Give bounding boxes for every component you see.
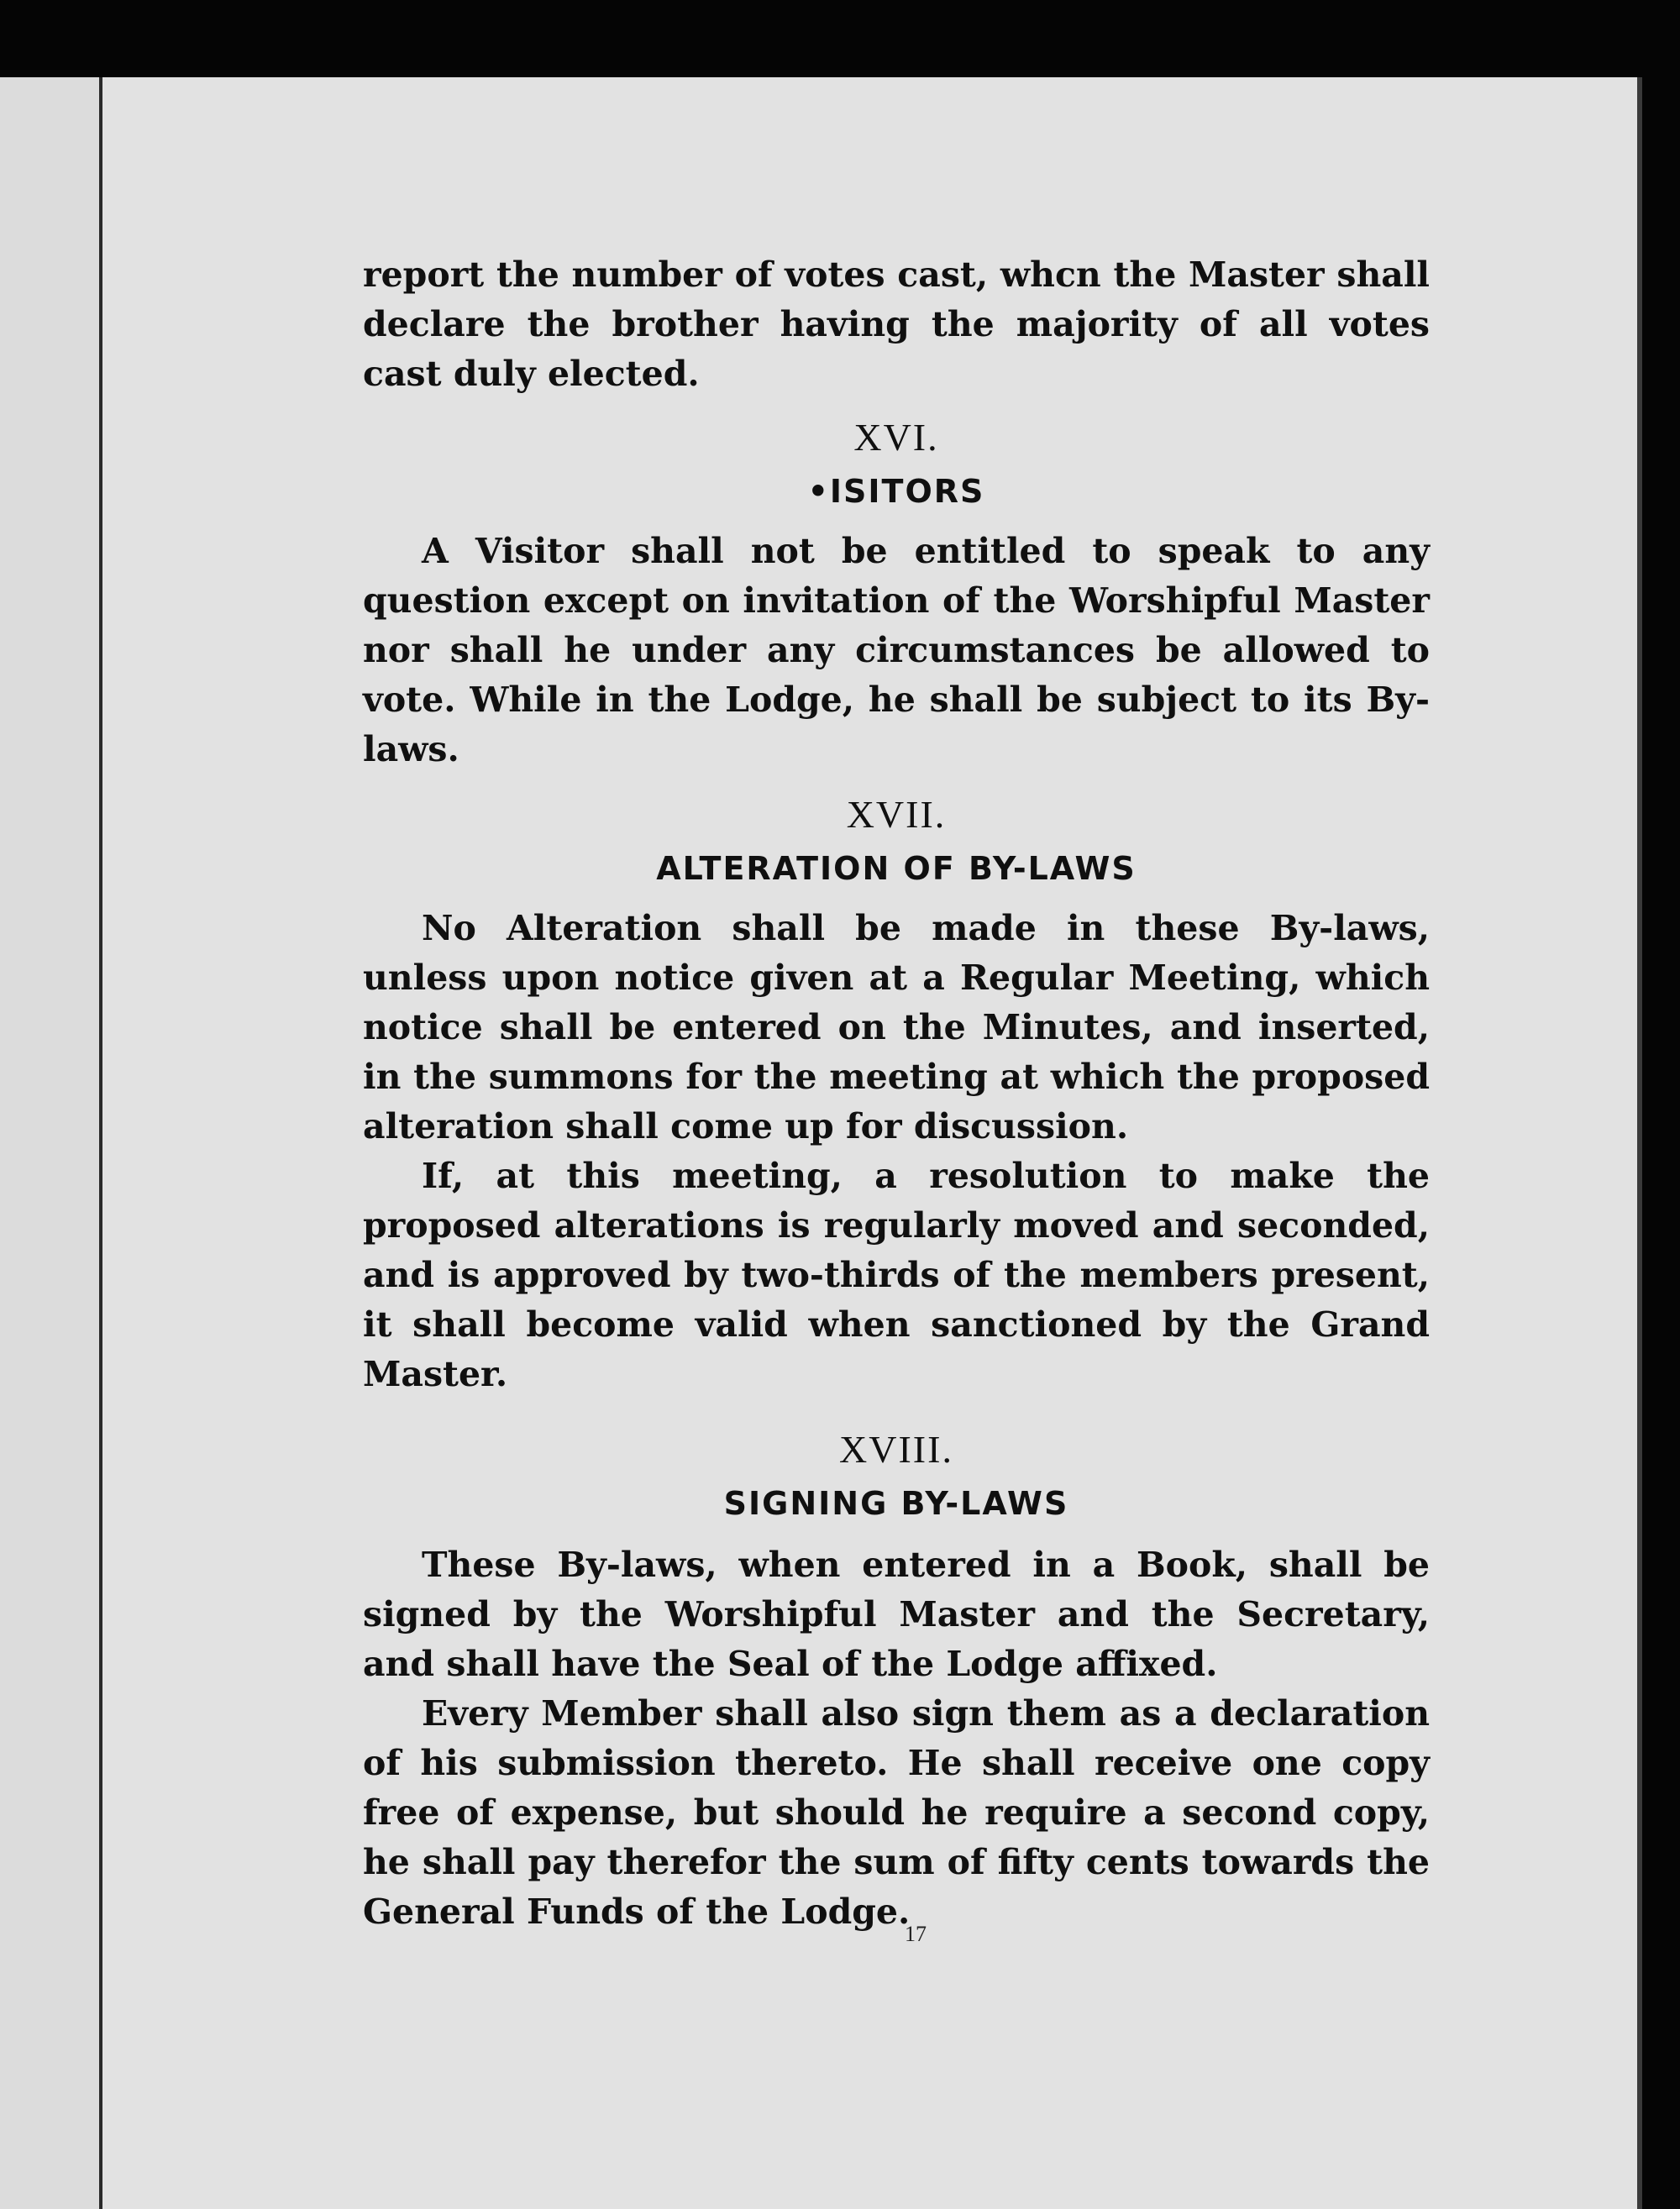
section-18-paragraph-2: Every Member shall also sign them as a declaration of his submission thereto. He shall receive one copy free of expense, but should he require a second copy, he shall pay therefor the sum of fifty cents towards the General Funds of the Lodge. [363, 1693, 1430, 1932]
page-body [363, 250, 1430, 1937]
continued-paragraph: report the number of votes cast, whcn the Master shall declare the brother having the majority of all votes cast duly elected. [363, 254, 1430, 394]
section-16-paragraph-1: A Visitor shall not be entitled to speak to any question except on invitation of the Worshipful Master nor shall he under any circumstances be allowed to vote. While in the Lodge, he shall be subject to its By-laws. [363, 531, 1430, 769]
section-17-heading: ALTERATION OF BY-LAWS [656, 850, 1137, 887]
section-16-numeral: XVI. [853, 416, 939, 459]
section-18-paragraph-1: These By-laws, when entered in a Book, shall be signed by the Worshipful Master and the Secretary, and shall have the Seal of the Lodge affixed. [363, 1545, 1430, 1684]
section-18-heading: SIGNING BY-LAWS [723, 1485, 1069, 1522]
section-17-paragraph-2: If, at this meeting, a resolution to make the proposed alterations is regularly moved and seconded, and is approved by two-thirds of the members present, it shall become valid when sanctioned by the Grand Master. [363, 1156, 1430, 1394]
page-number: 17 [905, 1922, 927, 1946]
section-18-numeral: XVIII. [839, 1428, 953, 1471]
section-17-paragraph-1: No Alteration shall be made in these By-laws, unless upon notice given at a Regular Meeting, which notice shall be entered on the Minutes, and inserted, in the summons for the meeting at which the proposed alteration shall come up for discussion. [363, 908, 1430, 1146]
section-16-heading: •ISITORS [807, 473, 985, 510]
section-17-numeral: XVII. [846, 793, 947, 836]
left-page-edge [0, 77, 103, 2209]
